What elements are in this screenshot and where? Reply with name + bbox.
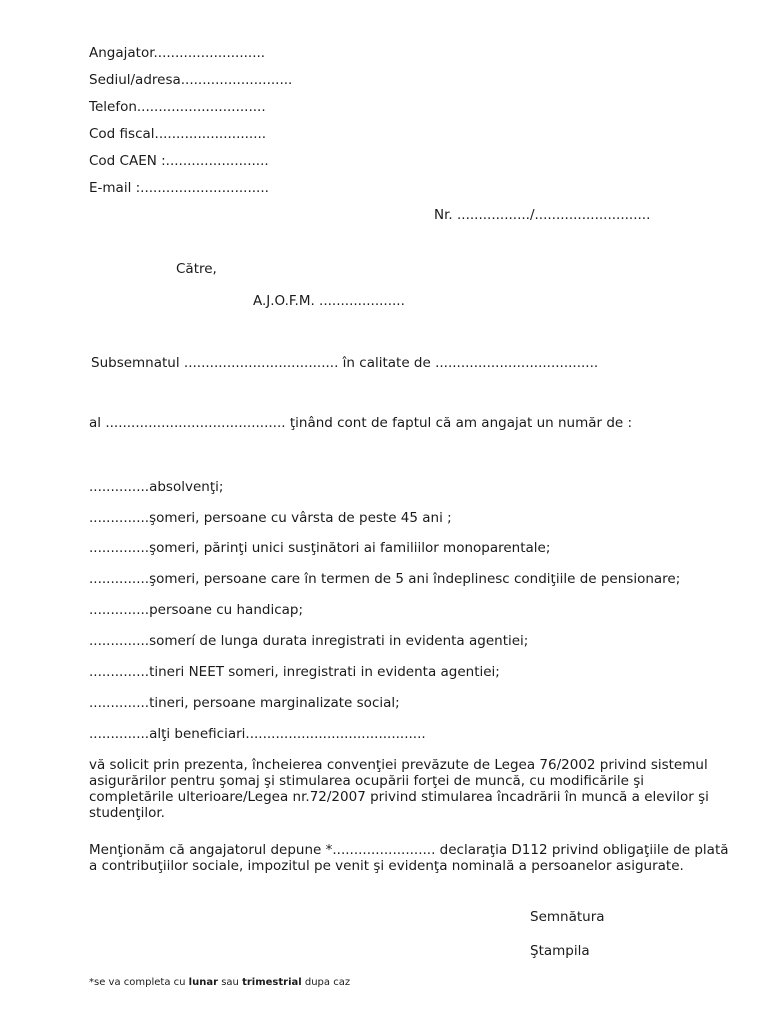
- undersigned-line: Subsemnatul .................................... în calitate de ......................................: [91, 355, 599, 371]
- category-item: ..............tineri NEET someri, inregistrati in evidenta agentiei;: [89, 664, 500, 680]
- email-line: E-mail :..............................: [89, 180, 269, 196]
- footnote-middle: sau: [218, 977, 243, 988]
- category-item: ..............alţi beneficiari..........................................: [89, 726, 426, 742]
- address-line: Sediul/adresa..........................: [89, 72, 293, 88]
- footnote-quarterly: trimestrial: [242, 977, 302, 988]
- phone-line: Telefon..............................: [89, 99, 266, 115]
- addressee-agency: A.J.O.F.M. ....................: [253, 293, 405, 309]
- caen-code-line: Cod CAEN :........................: [89, 153, 269, 169]
- addressee-to: Către,: [176, 261, 217, 277]
- footnote-suffix: dupa caz: [301, 977, 351, 988]
- category-item: ..............şomeri, părinţi unici susţinători ai familiilor monoparentale;: [89, 540, 551, 556]
- category-item: ..............absolvenţi;: [89, 479, 224, 495]
- footnote-monthly: lunar: [188, 977, 219, 988]
- mention-paragraph: Menţionăm că angajatorul depune *........................ declaraţia D112 privind obligaţiile de plată a contribuţiilor sociale, impozitul pe venit şi evidenţa nominală a persoanelor asigurate.: [89, 842, 729, 874]
- registration-number: Nr. ................./...........................: [434, 207, 651, 223]
- footnote-prefix: *se va completa cu: [89, 977, 189, 988]
- stamp-label: Ştampila: [530, 943, 590, 959]
- category-item: ..............persoane cu handicap;: [89, 602, 304, 618]
- category-item: ..............somerí de lunga durata inregistrati in evidenta agentiei;: [89, 633, 529, 649]
- signature-label: Semnătura: [530, 909, 605, 925]
- category-item: ..............şomeri, persoane care în termen de 5 ani îndeplinesc condiţiile de pensionare;: [89, 571, 681, 587]
- request-paragraph: vă solicit prin prezenta, încheierea convenţiei prevăzute de Legea 76/2002 privind sistemul asigurărilor pentru şomaj şi stimularea ocupării forţei de muncă, cu modificările şi completările ulterioare/Legea nr.72/2007 privind stimularea încadrării în muncă a elevilor şi studenţilor.: [89, 757, 709, 821]
- hired-count-line: al .......................................... ţinând cont de faptul că am angajat un număr de :: [89, 415, 633, 431]
- fiscal-code-line: Cod fiscal..........................: [89, 126, 267, 142]
- category-item: ..............şomeri, persoane cu vârsta de peste 45 ani ;: [89, 510, 452, 526]
- category-item: ..............tineri, persoane marginalizate social;: [89, 695, 400, 711]
- footnote: [89, 975, 350, 991]
- employer-line: Angajator..........................: [89, 45, 266, 61]
